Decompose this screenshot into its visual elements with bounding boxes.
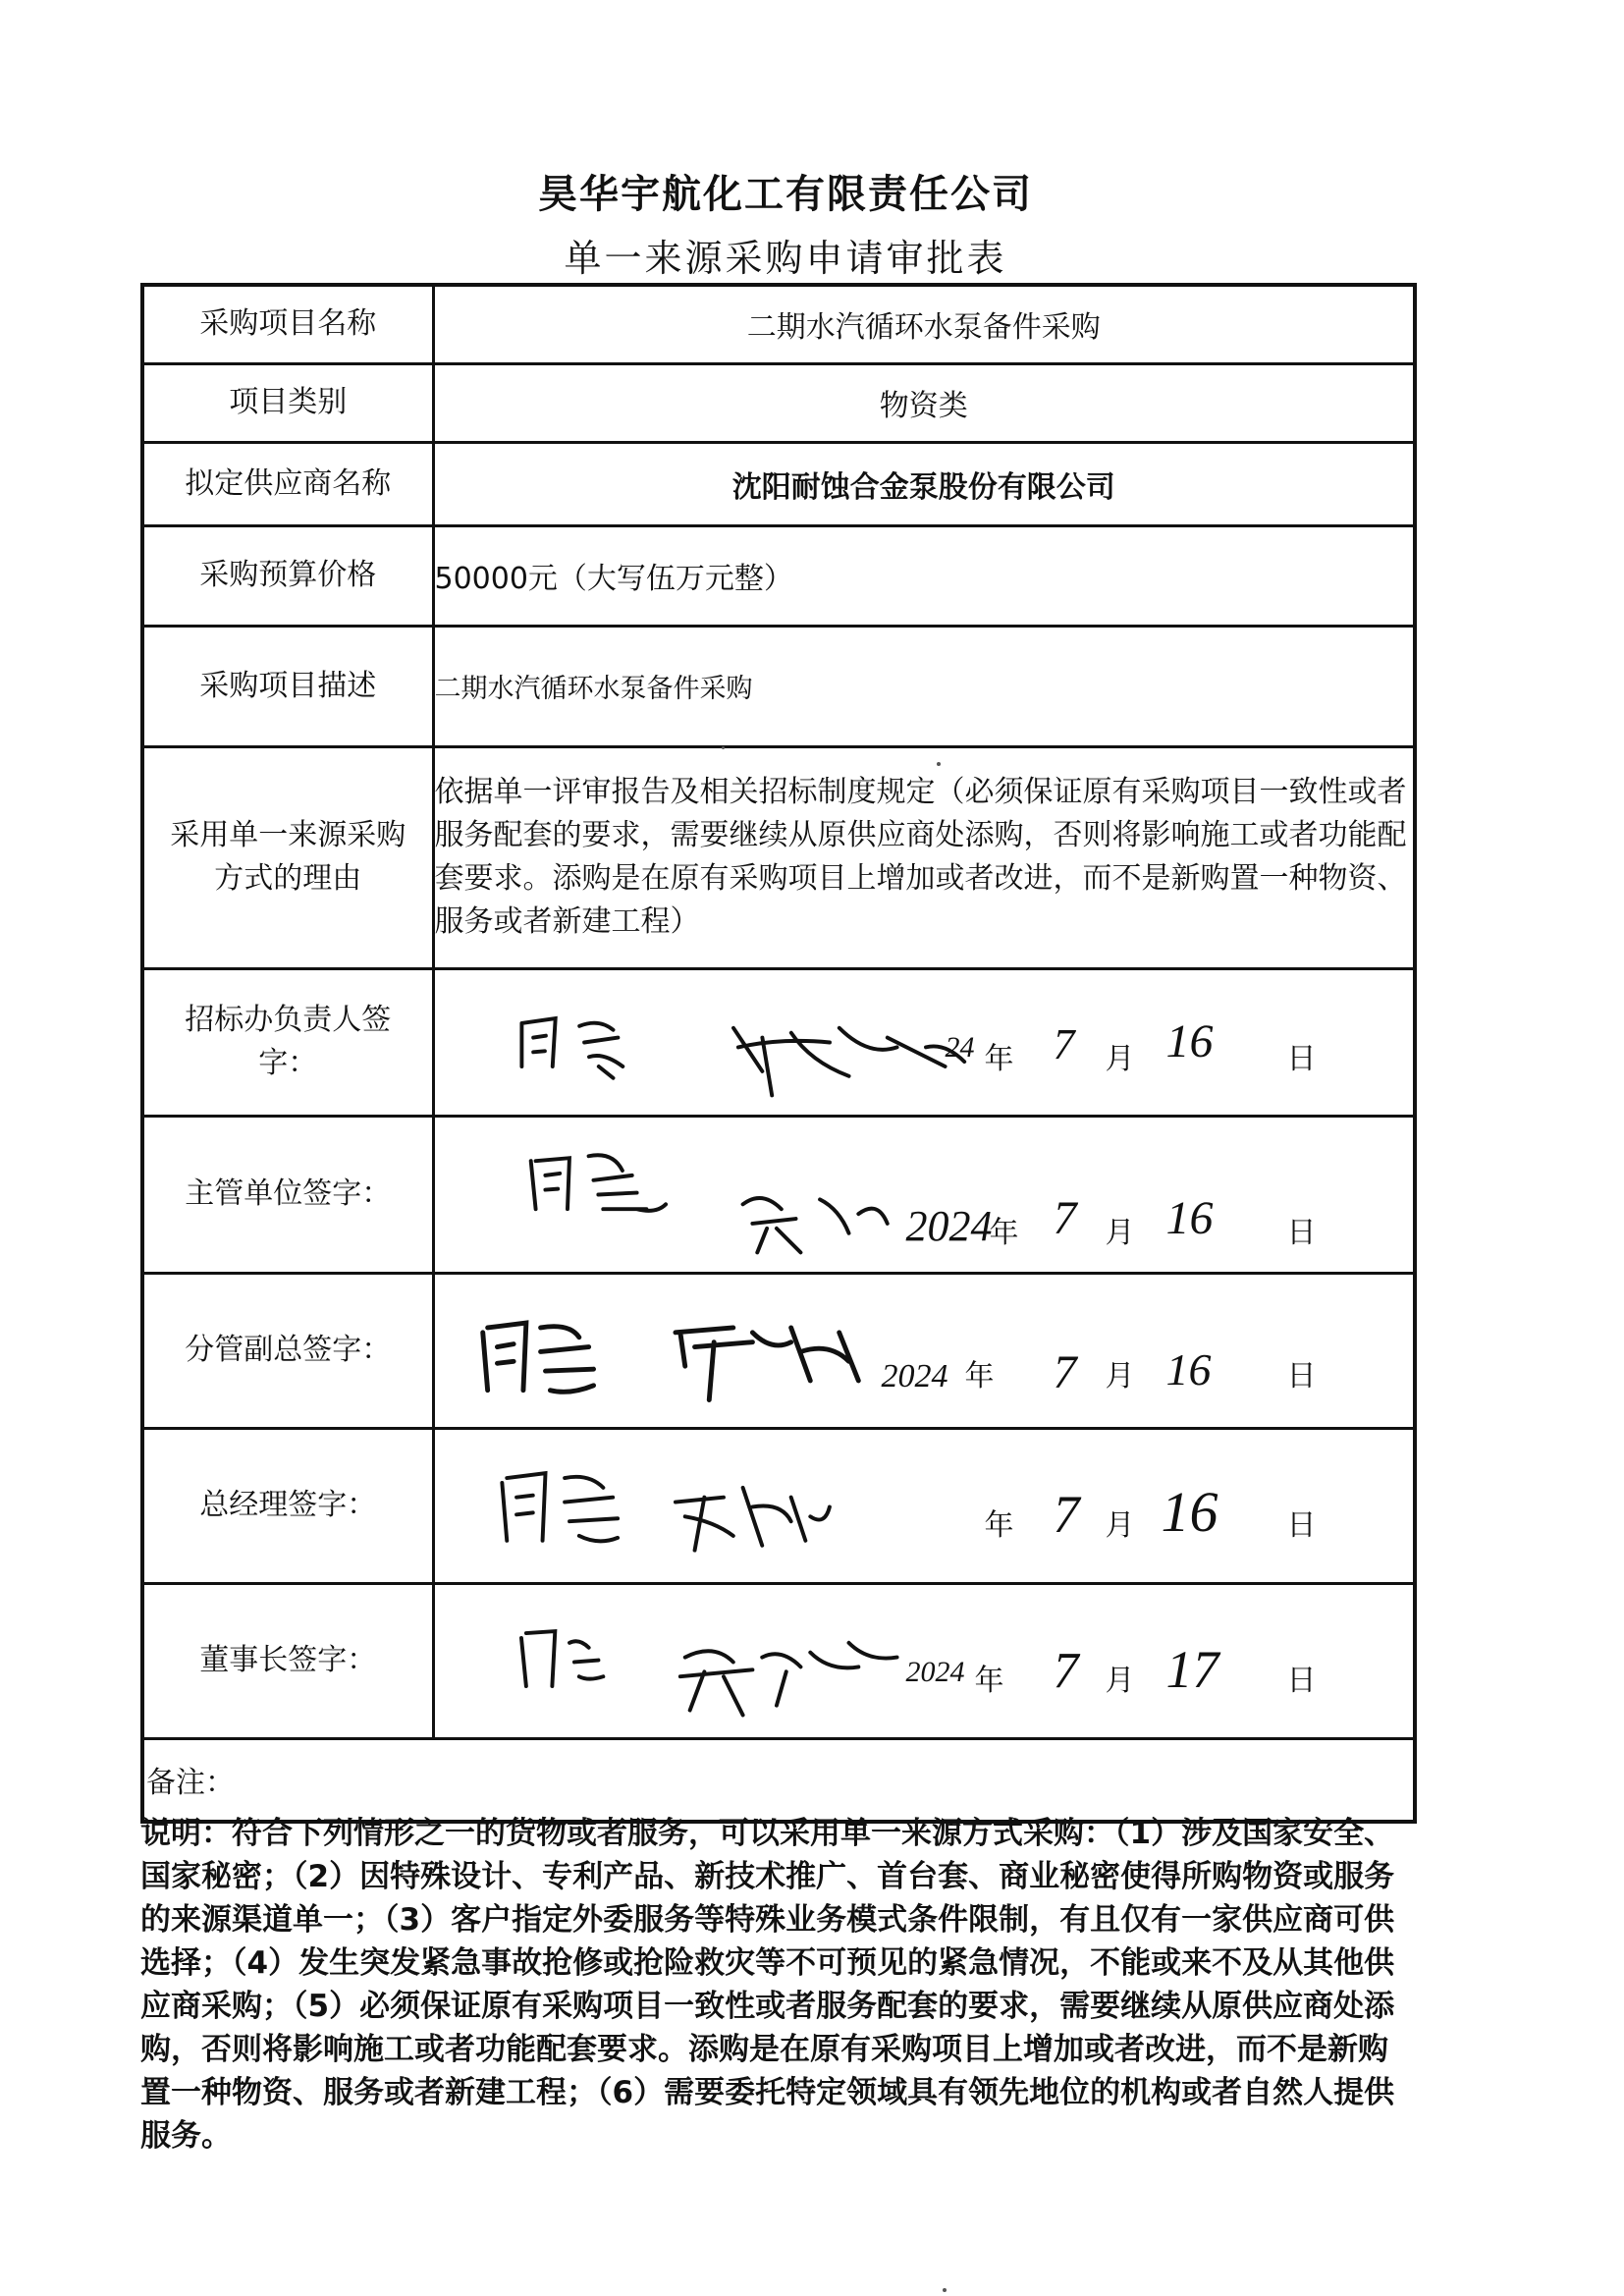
sign-month: 7 [1053,1191,1077,1244]
sign-day: 16 [1165,1191,1214,1244]
sign-day: 17 [1165,1639,1219,1699]
supplier-value: 沈阳耐蚀合金泵股份有限公司 [433,442,1415,525]
signature-cell [433,1583,1415,1738]
sign-year: 2024 [905,1655,965,1688]
row-signature-general-manager [142,1428,1415,1583]
year-char: 年 [989,1215,1019,1250]
signature-cell [433,968,1415,1116]
project-category-label: 项目类别 [142,363,433,442]
sign-year: 2024 [881,1357,948,1394]
year-char: 年 [964,1358,995,1394]
description-value: 二期水汽循环水泵备件采购 [433,626,1415,746]
sign-month: 7 [1053,1019,1075,1068]
month-char: 月 [1105,1041,1135,1076]
scan-speck [722,746,725,749]
signature-label: 主管单位签字： [142,1116,433,1273]
year-char: 年 [974,1663,1004,1698]
month-char: 月 [1105,1663,1135,1698]
signature-label: 分管副总签字： [142,1273,433,1428]
reason-label [142,746,433,968]
budget-label: 采购预算价格 [142,525,433,626]
sign-month: 7 [1053,1484,1080,1544]
company-name: 昊华宇航化工有限责任公司 [538,172,1033,217]
scan-speck [943,2288,947,2292]
handwritten-signature-image [435,970,1417,1115]
month-char: 月 [1105,1215,1135,1250]
project-name-label: 采购项目名称 [142,285,433,363]
row-signature-department [142,1116,1415,1273]
row-signature-vice-president [142,1273,1415,1428]
handwritten-signature-image [435,1275,1417,1427]
scan-speck [937,762,941,766]
row-description [142,626,1415,746]
year-char: 年 [984,1041,1014,1076]
row-project-category [142,363,1415,442]
explanation-note: 说明：符合下列情形之一的货物或者服务，可以采用单一来源方式采购：（1）涉及国家安全、国家秘密；（2）因特殊设计、专利产品、新技术推广、首台套、商业秘密使得所购物资或服务的来源渠道单一；（3）客户指定外委服务等特殊业务模式条件限制，有且仅有一家供应商可供选择；（4）发生突发紧急事故抢修或抢险救灾等不可预见的紧急情况，不能或来不及从其他供应商采购；（5）必须保证原有采购项目一致性或者服务配套的要求，需要继续从原供应商处添购，否则将影响施工或者功能配套要求。添购是在原有采购项目上增加或者改进，而不是新购置一种物资、服务或者新建工程；（6）需要委托特定领域具有领先地位的机构或者自然人提供服务。 [140,1816,1395,2154]
row-remarks [142,1738,1415,1822]
supplier-label: 拟定供应商名称 [142,442,433,525]
remarks-label: 备注： [142,1738,1415,1822]
row-project-name [142,285,1415,363]
reason-label-line1: 采用单一来源采购 [170,818,406,852]
signature-cell [433,1116,1415,1273]
signature-cell [433,1428,1415,1583]
signature-label: 招标办负责人签字： [142,968,433,1116]
project-name-value: 二期水汽循环水泵备件采购 [433,285,1415,363]
signature-label: 总经理签字： [142,1428,433,1583]
approval-form-table [140,283,1417,1824]
description-label: 采购项目描述 [142,626,433,746]
sign-day: 16 [1161,1479,1218,1544]
reason-value: 依据单一评审报告及相关招标制度规定（必须保证原有采购项目一致性或者服务配套的要求，需要继续从原供应商处添购，否则将影响施工或者功能配套要求。添购是在原有采购项目上增加或者改进，而不是新购置一种物资、服务或者新建工程） [433,746,1415,968]
row-reason [142,746,1415,968]
project-category-value: 物资类 [433,363,1415,442]
sign-month: 7 [1053,1345,1077,1398]
row-signature-chairman [142,1583,1415,1738]
budget-value: 50000元（大写伍万元整） [433,525,1415,626]
row-signature-bidding-office [142,968,1415,1116]
sign-year: 24 [945,1030,975,1064]
year-char: 年 [984,1507,1014,1543]
day-char: 日 [1286,1358,1317,1394]
month-char: 月 [1105,1507,1135,1543]
day-char: 日 [1286,1507,1317,1543]
row-supplier [142,442,1415,525]
sign-day: 16 [1165,1014,1214,1067]
form-title: 单一来源采购申请审批表 [564,237,1007,280]
row-budget [142,525,1415,626]
month-char: 月 [1105,1358,1135,1394]
day-char: 日 [1286,1041,1317,1076]
signature-label: 董事长签字： [142,1583,433,1738]
day-char: 日 [1286,1215,1317,1250]
sign-day: 16 [1165,1343,1212,1394]
reason-label-line2: 方式的理由 [214,861,362,896]
sign-year: 2024 [905,1201,993,1250]
handwritten-signature-image [435,1430,1417,1582]
day-char: 日 [1286,1663,1317,1698]
signature-cell [433,1273,1415,1428]
sign-month: 7 [1053,1642,1079,1699]
